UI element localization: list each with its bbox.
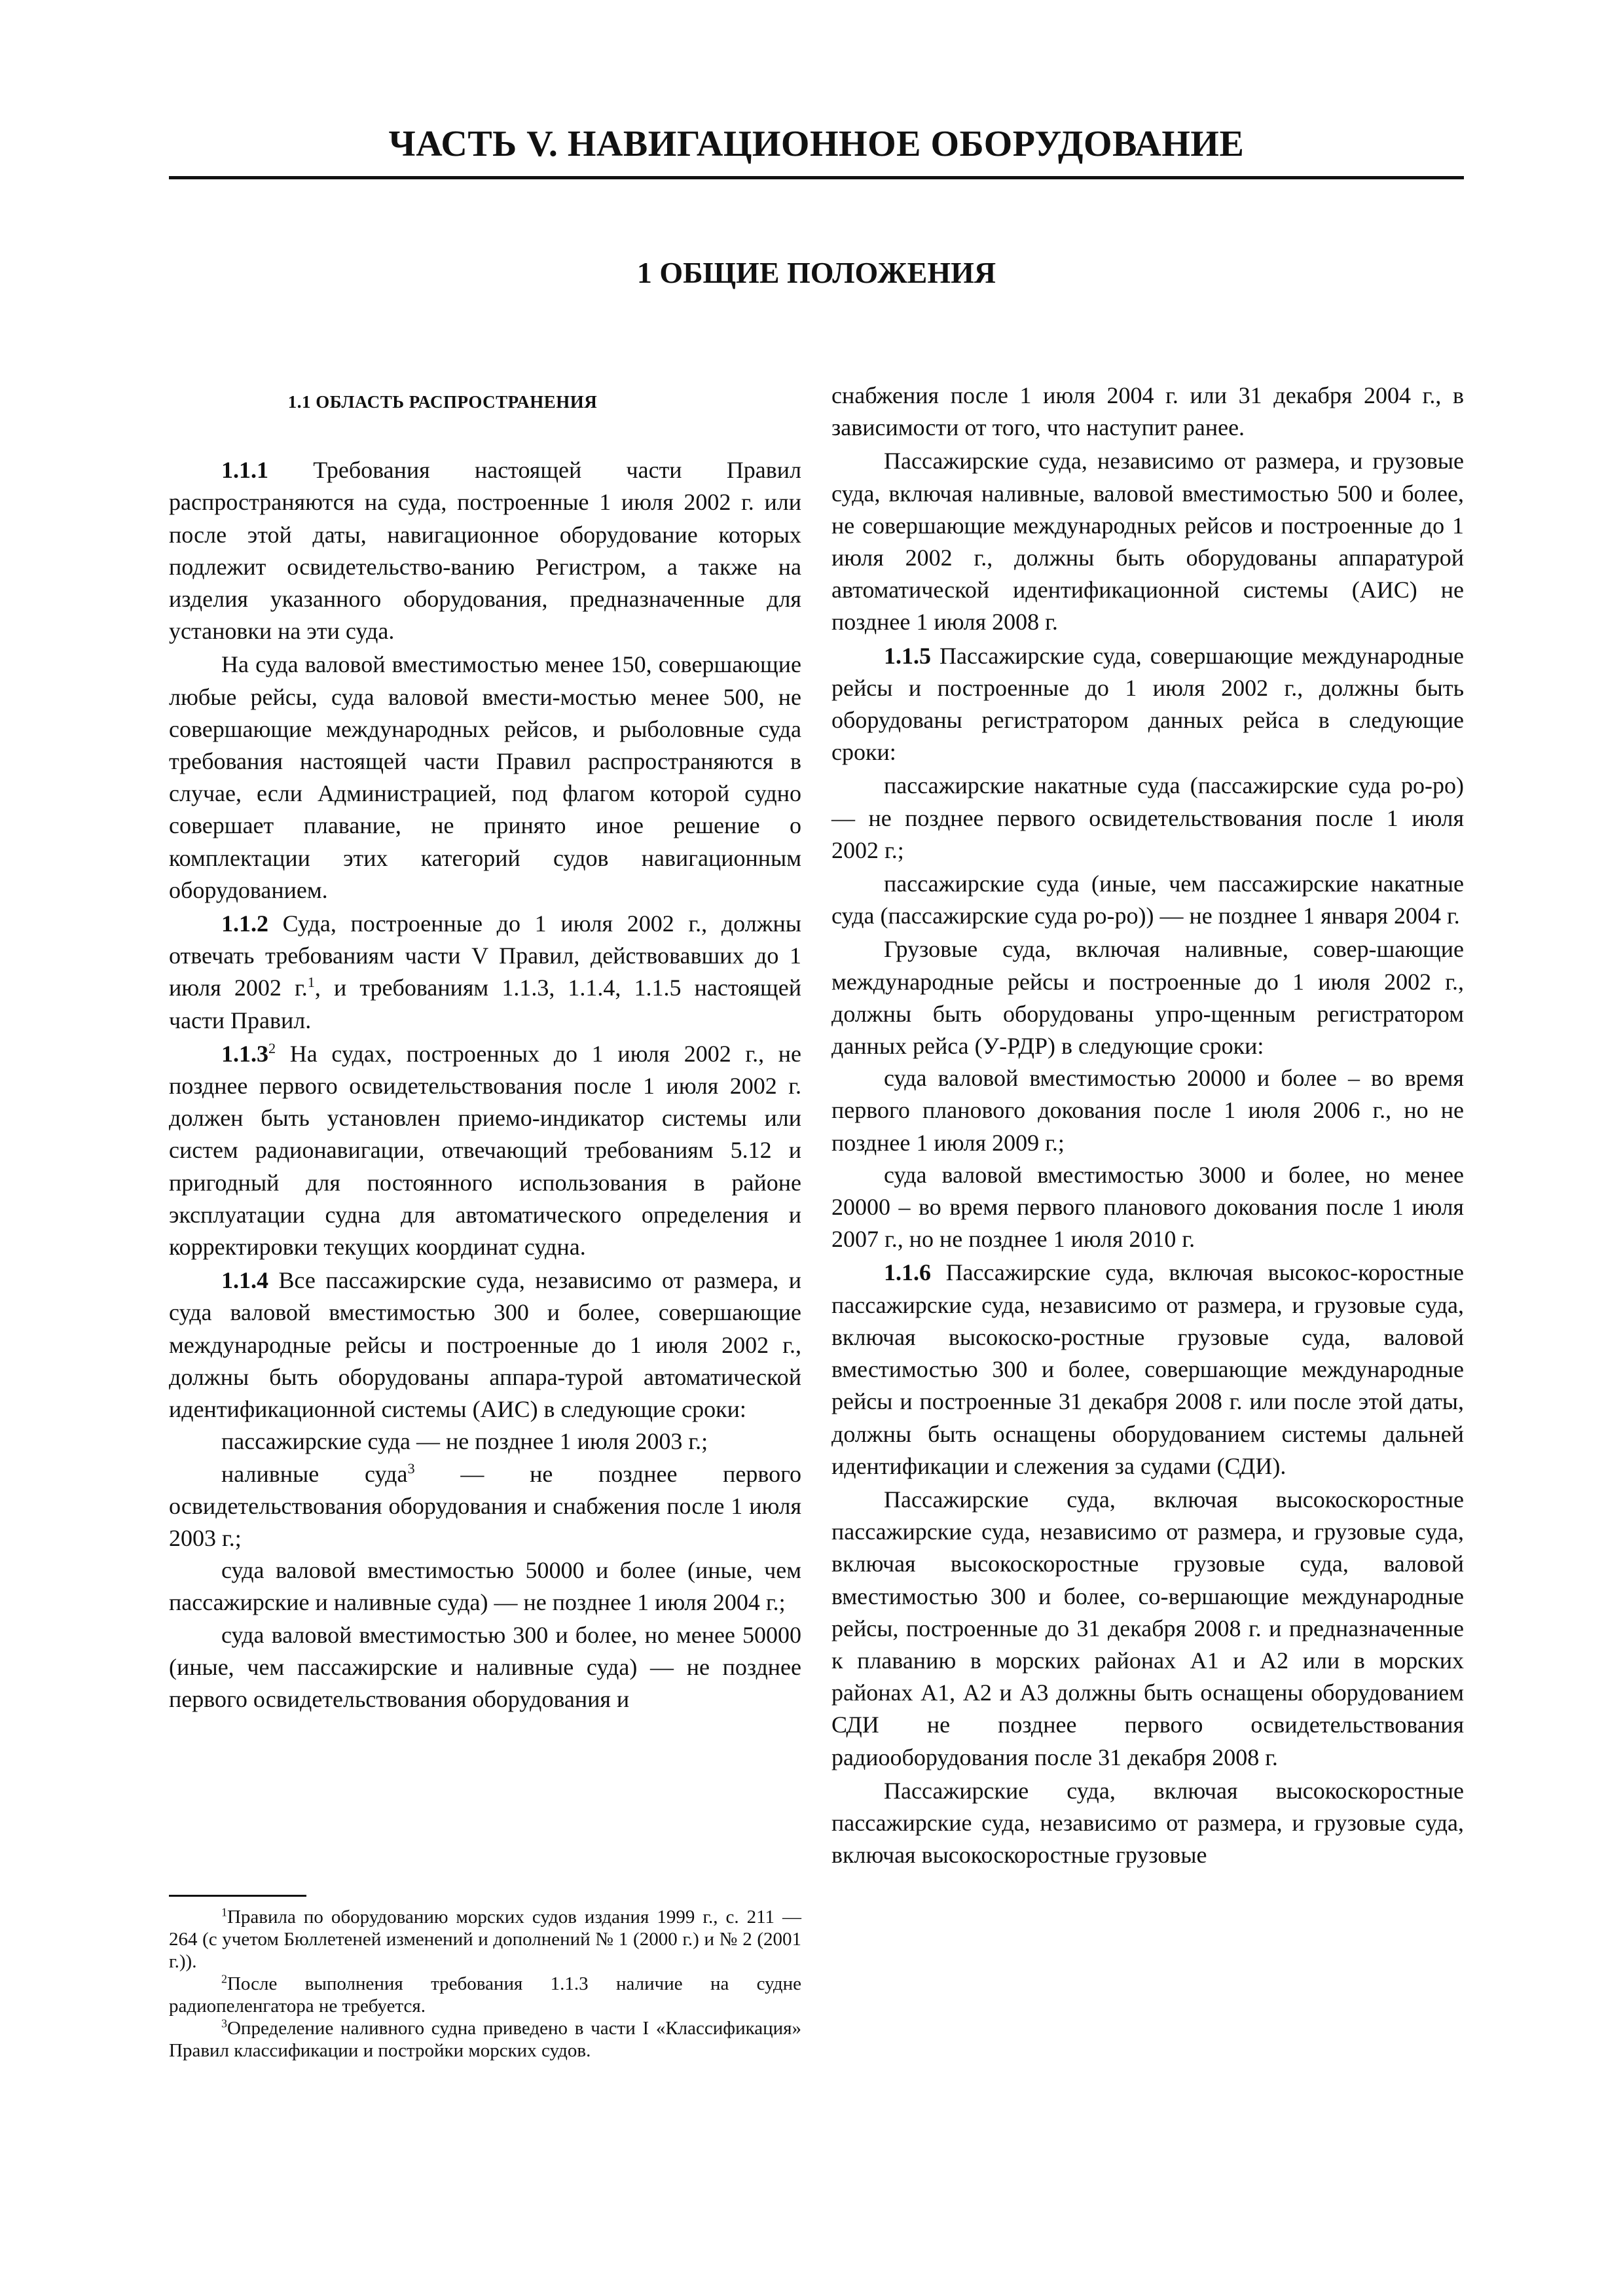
footnote-mark: 2 bbox=[221, 1972, 227, 1986]
left-column bbox=[169, 380, 801, 1715]
footnote-3 bbox=[169, 2017, 801, 2062]
footnote-text: После выполнения требования 1.1.3 наличие на судне радиопеленгатора не требуется. bbox=[169, 1973, 801, 2017]
paragraph-1-1-1 bbox=[169, 454, 801, 647]
footnotes bbox=[169, 1895, 801, 2062]
footnote-text: Правила по оборудованию морских судов издания 1999 г., с. 211 — 264 (с учетом Бюллетеней изменений и дополнений № 1 (2000 г.) и № 2 (2001 г.)). bbox=[169, 1907, 801, 1972]
paragraph: Пассажирские суда, независимо от размера, и грузовые суда, включая наливные, валовой вместимостью 500 и более, не совершающие международных рейсов и построенные до 1 июля 2002 г., должны быть оборудованы аппаратурой автоматической идентификационной системы (АИС) не позднее 1 июля 2008 г. bbox=[831, 448, 1464, 636]
paragraph-1-1-6 bbox=[831, 1257, 1464, 1482]
paragraph-text: Суда, построенные до 1 июля 2002 г., должны отвечать требованиям части V Правил, действовавших до 1 июля 2002 г. bbox=[169, 910, 801, 1001]
section-title: 1 ОБЩИЕ ПОЛОЖЕНИЯ bbox=[636, 256, 996, 289]
list-item: суда валовой вместимостью 20000 и более – во время первого планового докования после 1 июля 2006 г., но не позднее 1 июля 2009 г.; bbox=[831, 1065, 1464, 1156]
paragraph-text: Пассажирские суда, совершающие международные рейсы и построенные до 1 июля 2002 г., должны быть оборудованы регистратором данных рейса в следующие сроки: bbox=[831, 642, 1464, 766]
title-rule bbox=[169, 176, 1464, 179]
footnote-mark: 3 bbox=[221, 2017, 227, 2030]
clause-number: 1.1.5 bbox=[884, 642, 931, 669]
footnote-ref: 1 bbox=[307, 974, 315, 991]
paragraph-1-1-4 bbox=[169, 1265, 801, 1426]
footnote-rule bbox=[169, 1895, 306, 1897]
footnote-ref: 3 bbox=[407, 1460, 415, 1477]
footnote-ref: 2 bbox=[268, 1039, 276, 1056]
paragraph-1-1-3 bbox=[169, 1038, 801, 1263]
clause-number: 1.1.6 bbox=[884, 1259, 931, 1286]
paragraph: снабжения после 1 июля 2004 г. или 31 декабря 2004 г., в зависимости от того, что наступит ранее. bbox=[831, 382, 1464, 441]
footnote-text: Определение наливного судна приведено в части I «Классификация» Правил классификации и постройки морских судов. bbox=[169, 2018, 801, 2061]
paragraph-text: наливные суда bbox=[221, 1460, 408, 1487]
list-item: пассажирские суда — не позднее 1 июля 2003 г.; bbox=[221, 1428, 708, 1455]
subsection-title: 1.1 ОБЛАСТЬ РАСПРОСТРАНЕНИЯ bbox=[287, 392, 598, 412]
footnote-mark: 1 bbox=[221, 1905, 227, 1919]
list-item: суда валовой вместимостью 300 и более, но менее 50000 (иные, чем пассажирские и наливные суда) — не позднее первого освидетельствования оборудования и bbox=[169, 1621, 801, 1712]
paragraph: Пассажирские суда, включая высокоскоростные пассажирские суда, независимо от размера, и грузовые суда, включая высокоскоростные грузовые суда, валовой вместимостью 300 и более, со-вершающие международные рейсы, построенные до 31 декабря 2008 г. и предназначенные к плаванию в морских районах А1 и А2 или в морских районах А1, А2 и А3 должны быть оснащены оборудованием СДИ не позднее первого освидетельствования радиооборудования после 31 декабря 2008 г. bbox=[831, 1486, 1464, 1770]
clause-number: 1.1.2 bbox=[221, 910, 268, 937]
paragraph-text: Требования настоящей части Правил распространяются на суда, построенные 1 июля 2002 г. или после этой даты, навигационное оборудование которых подлежит освидетельство-ванию Регистром, а также на изделия указанного оборудования, предназначенные для установки на эти суда. bbox=[169, 457, 801, 645]
paragraph-text: На судах, построенных до 1 июля 2002 г., не позднее первого освидетельствования после 1 июля 2002 г. должен быть установлен приемо-индикатор системы или систем радионавигации, отвечающий требованиям 5.12 и пригодный для постоянного использования в районе эксплуатации судна для автоматического определения и корректировки текущих координат судна. bbox=[169, 1040, 801, 1261]
paragraph: Пассажирские суда, включая высокоскоростные пассажирские суда, независимо от размера, и грузовые суда, включая высокоскоростные грузовые bbox=[831, 1777, 1464, 1869]
clause-number: 1.1.3 bbox=[221, 1040, 268, 1067]
right-column bbox=[831, 380, 1464, 1871]
paragraph: Грузовые суда, включая наливные, совер-шающие международные рейсы и построенные до 1 июля 2002 г., должны быть оборудованы упро-щенным регистратором данных рейса (У-РДР) в следующие сроки: bbox=[831, 936, 1464, 1060]
footnote-2 bbox=[169, 1973, 801, 2017]
footnote-1 bbox=[169, 1906, 801, 1973]
paragraph-text: Пассажирские суда, включая высокос-коростные пассажирские суда, независимо от размера, и грузовые суда, включая высокоско-ростные грузовые суда, валовой вместимостью 300 и более, совершающие международные рейсы и построенные 31 декабря 2008 г. или после этой даты, должны быть оснащены оборудованием системы дальней идентификации и слежения за судами (СДИ). bbox=[831, 1259, 1464, 1479]
list-item: суда валовой вместимостью 3000 и более, но менее 20000 – во время первого планового докования после 1 июля 2007 г., но не позднее 1 июля 2010 г. bbox=[831, 1161, 1464, 1253]
paragraph-text: , и требованиям 1.1.3, 1.1.4, 1.1.5 настоящей части Правил. bbox=[169, 975, 801, 1033]
clause-number: 1.1.1 bbox=[221, 457, 268, 484]
part-title: ЧАСТЬ V. НАВИГАЦИОННОЕ ОБОРУДОВАНИЕ bbox=[388, 124, 1245, 164]
paragraph-1-1-2 bbox=[169, 908, 801, 1037]
list-item: пассажирские суда (иные, чем пассажирские накатные суда (пассажирские суда ро-ро)) — не позднее 1 января 2004 г. bbox=[831, 870, 1464, 929]
list-item: суда валовой вместимостью 50000 и более (иные, чем пассажирские и наливные суда) — не позднее 1 июля 2004 г.; bbox=[169, 1557, 801, 1616]
clause-number: 1.1.4 bbox=[221, 1267, 268, 1294]
paragraph: На суда валовой вместимостью менее 150, совершающие любые рейсы, суда валовой вмести-мостью менее 500, не совершающие международных рейсов, и рыболовные суда требования настоящей части Правил распространяются в случае, если Администрацией, под флагом которой судно совершает плавание, не принято иное решение о комплектации этих категорий судов навигационным оборудованием. bbox=[169, 651, 801, 903]
paragraph-text: — не позднее первого освидетельствования оборудования и снабжения после 1 июля 2003 г.; bbox=[169, 1460, 801, 1551]
list-item: пассажирские накатные суда (пассажирские суда ро-ро) — не позднее первого освидетельствования после 1 июля 2002 г.; bbox=[831, 772, 1464, 863]
paragraph-text: Все пассажирские суда, независимо от размера, и суда валовой вместимостью 300 и более, совершающие международные рейсы и построенные до 1 июля 2002 г., должны быть оборудованы аппара-турой автоматической идентификационной системы (АИС) в следующие сроки: bbox=[169, 1267, 801, 1423]
paragraph-1-1-5 bbox=[831, 640, 1464, 769]
list-item bbox=[169, 1458, 801, 1555]
